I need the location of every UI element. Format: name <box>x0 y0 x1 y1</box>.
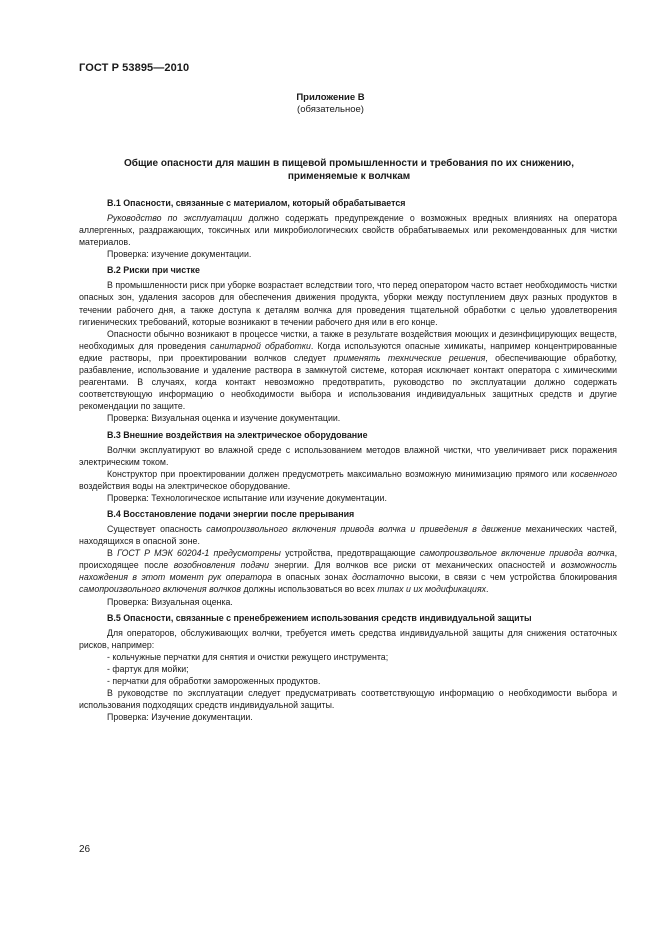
paragraph-text: , обеспечивающие обработку, разбавление, использование и удаление раствора в замкнутой системе, которая исключает контакт оператора с химическими реагентами. В случаях, когда контакт невозможно предотвратить, руководство по эксплуатации должно содержать соответствующую информацию о необходимости выбора и использования индивидуальных защитных средств и другие рекомендации по защите. <box>79 352 617 412</box>
check-line: Проверка: Визуальная оценка. <box>107 596 233 607</box>
italic-term: возобновления подачи <box>173 560 269 571</box>
paragraph: Для операторов, обслуживающих волчки, требуется иметь средства индивидуальной защиты для снижения остаточных рисков, например: <box>79 627 617 650</box>
paragraph-text: , происходящее после <box>79 548 618 571</box>
paragraph-text: Опасности обычно возникают в процессе чистки, а также в результате воздействия моющих и дезинфицирующих веществ, необходимых для проведения <box>79 328 617 351</box>
appendix-subtitle: (обязательное) <box>297 104 364 115</box>
list-item: - фартук для мойки; <box>107 663 189 674</box>
check-line: Проверка: изучение документации. <box>107 249 252 260</box>
italic-term: самопроизвольного включения волчков <box>79 584 242 595</box>
italic-term: применять технические решения <box>333 352 486 363</box>
page-number: 26 <box>79 844 91 855</box>
main-title-line-1: Общие опасности для машин в пищевой промышленности и требования по их снижению, <box>124 158 574 169</box>
paragraph-text: механических частей, находящихся в опасной зоне. <box>79 523 617 547</box>
main-title <box>79 157 619 183</box>
paragraph-text: Существует опасность <box>107 523 207 534</box>
paragraph-text: В <box>107 548 118 559</box>
document-body <box>79 197 617 723</box>
paragraph: Волчки эксплуатируют во влажной среде с использованием методов влажной чистки, что увеличивает риск поражения электрическим током. <box>79 444 617 467</box>
paragraph-text: высоки, в связи с чем устройства блокирования <box>404 572 618 583</box>
italic-term: типах и их модификациях <box>377 584 487 595</box>
italic-term: косвенного <box>570 468 617 479</box>
italic-term: возможность нахождения в этот момент рук оператора <box>79 560 617 583</box>
appendix-title: Приложение В <box>296 92 365 103</box>
paragraph <box>79 212 617 248</box>
section-heading-b1: В.1 Опасности, связанные с материалом, который обрабатывается <box>107 198 406 208</box>
check-line: Проверка: Изучение документации. <box>107 712 253 723</box>
check-line: Проверка: Технологическое испытание или изучение документации. <box>107 492 387 503</box>
list-item: - кольчужные перчатки для снятия и очистки режущего инструмента; <box>107 651 389 662</box>
document-id: ГОСТ Р 53895—2010 <box>79 62 190 74</box>
paragraph <box>79 523 617 547</box>
paragraph-text: должны использоваться во всех <box>241 584 378 595</box>
paragraph-text: устройства, предотвращающие <box>280 548 420 559</box>
section-heading-b2: В.2 Риски при чистке <box>107 265 200 276</box>
paragraph-text: Конструктор при проектировании должен предусмотреть максимально возможную минимизацию прямого или <box>107 468 571 479</box>
paragraph <box>79 547 617 595</box>
check-line: Проверка: Визуальная оценка и изучение документации. <box>107 413 341 424</box>
section-heading-b5: В.5 Опасности, связанные с пренебрежением использования средств индивидуальной защиты <box>107 612 532 623</box>
section-heading-b3: В.3 Внешние воздействия на электрическое оборудование <box>107 429 368 440</box>
italic-term: Руководство по эксплуатации <box>107 213 243 223</box>
paragraph-text: . Когда используются опасные химикаты, например концентрированные едкие растворы, при проектировании волчков следует <box>79 340 617 363</box>
paragraph: В промышленности риск при уборке возрастает вследствии того, что перед оператором часто встает необходимость чистки опасных зон, удаления засоров для обеспечения движения продукта, уборки между поступлением двух разных продуктов в течении рабочего дня, а также доступа к деталям волчка для проведения тщательной обработки с целью удовлетворения гигиенических требований, которые возникают в течении рабочего дня или в его конце. <box>79 280 617 327</box>
paragraph-text: . <box>486 584 489 595</box>
paragraph: В руководстве по эксплуатации следует предусматривать соответствующую информацию о необходимости выбора и использования подходящих средств индивидуальной защиты. <box>79 688 617 711</box>
italic-term: самопроизвольного включения привода волчка и приведения в движение <box>206 523 522 534</box>
paragraph-text: должно содержать предупреждение о возможных вредных влияниях на оператора аллергенных, раздражающих, токсичных или микробиологических свойств обрабатываемых или рекомендованных для чистки материалов. <box>79 213 617 248</box>
paragraph-text: в опасных зонах <box>272 572 353 583</box>
italic-term: самопроизвольное включение привода волчка <box>419 548 615 559</box>
list-item: - перчатки для обработки замороженных продуктов. <box>107 676 321 686</box>
main-title-line-2: применяемые к волчкам <box>287 171 411 182</box>
paragraph <box>79 468 617 492</box>
italic-term: ГОСТ Р МЭК 60204-1 предусмотрены <box>117 548 281 559</box>
italic-term: достаточно <box>352 572 405 583</box>
appendix-heading <box>0 92 661 116</box>
section-heading-b4: В.4 Восстановление подачи энергии после прерывания <box>107 508 355 519</box>
italic-term: санитарной обработки <box>210 340 311 351</box>
paragraph <box>79 328 617 413</box>
paragraph-text: энергии. Для волчков все риски от механических опасностей и <box>268 560 561 571</box>
paragraph-text: воздействия воды на электрическое оборудование. <box>79 480 291 491</box>
